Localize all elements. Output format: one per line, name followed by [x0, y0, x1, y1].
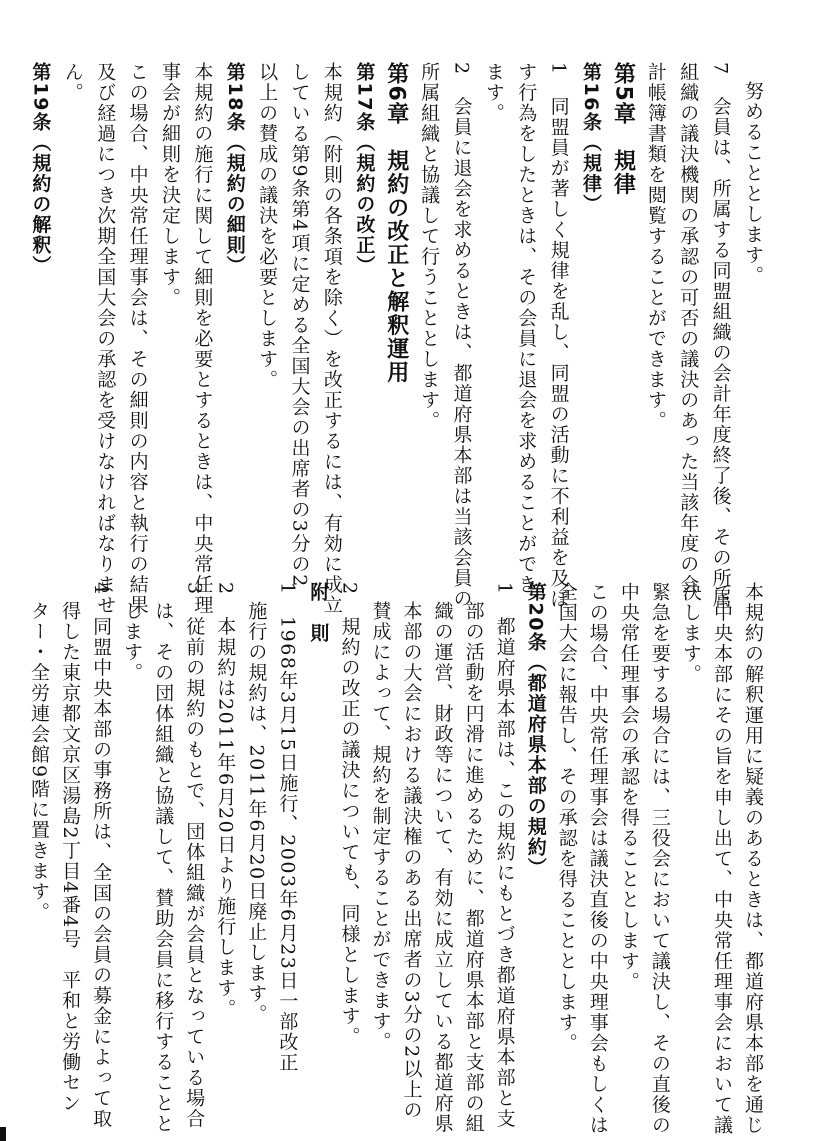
- text-column: 得した東京都文京区湯島2丁目4番4号 平和と労働セン: [59, 601, 82, 1114]
- text-column: ター・全労連会館9階に置きます。: [28, 601, 51, 923]
- text-column: 及び経過につき次期全国大会の承認を受けなければなりませ: [94, 62, 117, 616]
- text-column: 部の活動を円滑に進めるために、都道府県本部と支部の組: [462, 601, 485, 1134]
- text-column: 1 都道府県本部は、この規約にもとづき都道府県本部と支: [493, 582, 516, 1129]
- text-column: します。: [121, 601, 144, 683]
- chapter-title: 第5章 規律: [610, 62, 636, 197]
- text-column: す行為をしたときは、その会員に退会を求めることができ: [515, 62, 538, 595]
- article-heading: 第16条（規律）: [580, 62, 603, 215]
- text-column: て中央本部にその旨を申し出て、中央常任理事会において議: [710, 582, 733, 1136]
- text-column: 中央常任理事会の承認を得ることとします。: [617, 582, 640, 992]
- text-column: している第9条第4項に定める全国大会の出席者の3分の2: [288, 62, 311, 588]
- article-heading: 第19条（規約の解釈）: [29, 62, 52, 276]
- text-column: は、その団体組織と協議して、賛助会員に移行することと: [152, 601, 175, 1134]
- text-column: 組織の議決機関の承認の可否の議決のあった当該年度の会: [677, 62, 700, 595]
- text-column: 所属組織と協議して行うこととします。: [418, 62, 441, 431]
- article-heading: 第17条（規約の改正）: [353, 62, 376, 276]
- text-column: 本規約（附則の各条項を除く）を改正するには、有効に成立: [320, 62, 343, 616]
- chapter-title: 第6章 規約の改正と解釈運用: [383, 62, 409, 385]
- text-column: 賛成によって、規約を制定することができます。: [369, 601, 392, 1052]
- article-heading: 第18条（規約の細則）: [223, 62, 246, 276]
- text-column: 2 会員に退会を求めるときは、都道府県本部は当該会員の: [450, 62, 473, 609]
- text-column: 3 従前の規約のもとで、団体組織が会員となっている場合: [183, 582, 206, 1129]
- text-column: 織の運営、財政等について、有効に成立している都道府県: [431, 601, 454, 1134]
- text-column: この場合、中央常任理事会は議決直後の中央理事会もしくは: [586, 582, 609, 1136]
- text-column: 計帳簿書類を閲覧することができます。: [644, 62, 667, 431]
- text-column: 1 1968年3月15日施行、2003年6月23日一部改正: [276, 582, 299, 1073]
- text-column: 以上の賛成の議決を必要とします。: [256, 62, 279, 390]
- lower-text-block: [23, 582, 768, 1136]
- upper-text-block: [23, 62, 768, 616]
- text-column: 事会が細則を決定します。: [158, 62, 181, 308]
- text-column: 2 本規約は2011年6月20日より施行します。: [214, 582, 237, 1019]
- text-column: 本規約の施行に関して細則を必要とするときは、中央常任理: [191, 62, 214, 616]
- text-column: 緊急を要する場合には、三役会において議決し、その直後の: [648, 582, 671, 1136]
- text-column: 4 同盟中央本部の事務所は、全国の会員の募金によって取: [90, 582, 113, 1129]
- text-column: 1 同盟員が著しく規律を乱し、同盟の活動に不利益を及ぼ: [547, 62, 570, 609]
- article-heading: 第20条（都道府県本部の規約）: [524, 582, 547, 878]
- page-edge-mark: [0, 1127, 6, 1141]
- text-column: 7 会員は、所属する同盟組織の会計年度終了後、その所属: [709, 62, 732, 609]
- text-column: ます。: [482, 62, 505, 124]
- article-heading: 附 則: [307, 582, 330, 644]
- text-column: 努めることとします。: [742, 81, 764, 286]
- text-column: この場合、中央常任理事会は、その細則の内容と執行の結果: [126, 62, 149, 616]
- text-column: 本部の大会における議決権のある出席者の3分の2以上の: [400, 601, 423, 1121]
- text-column: 全国大会に報告し、その承認を得ることとします。: [555, 582, 578, 1054]
- text-column: 2 規約の改正の議決についても、同様とします。: [338, 582, 361, 1047]
- text-column: 本規約の解釈運用に疑義のあるときは、都道府県本部を通じ: [742, 582, 764, 1136]
- text-column: 施行の規約は、2011年6月20日廃止します。: [245, 601, 268, 1025]
- text-column: 決します。: [679, 582, 702, 685]
- text-column: ん。: [61, 62, 84, 103]
